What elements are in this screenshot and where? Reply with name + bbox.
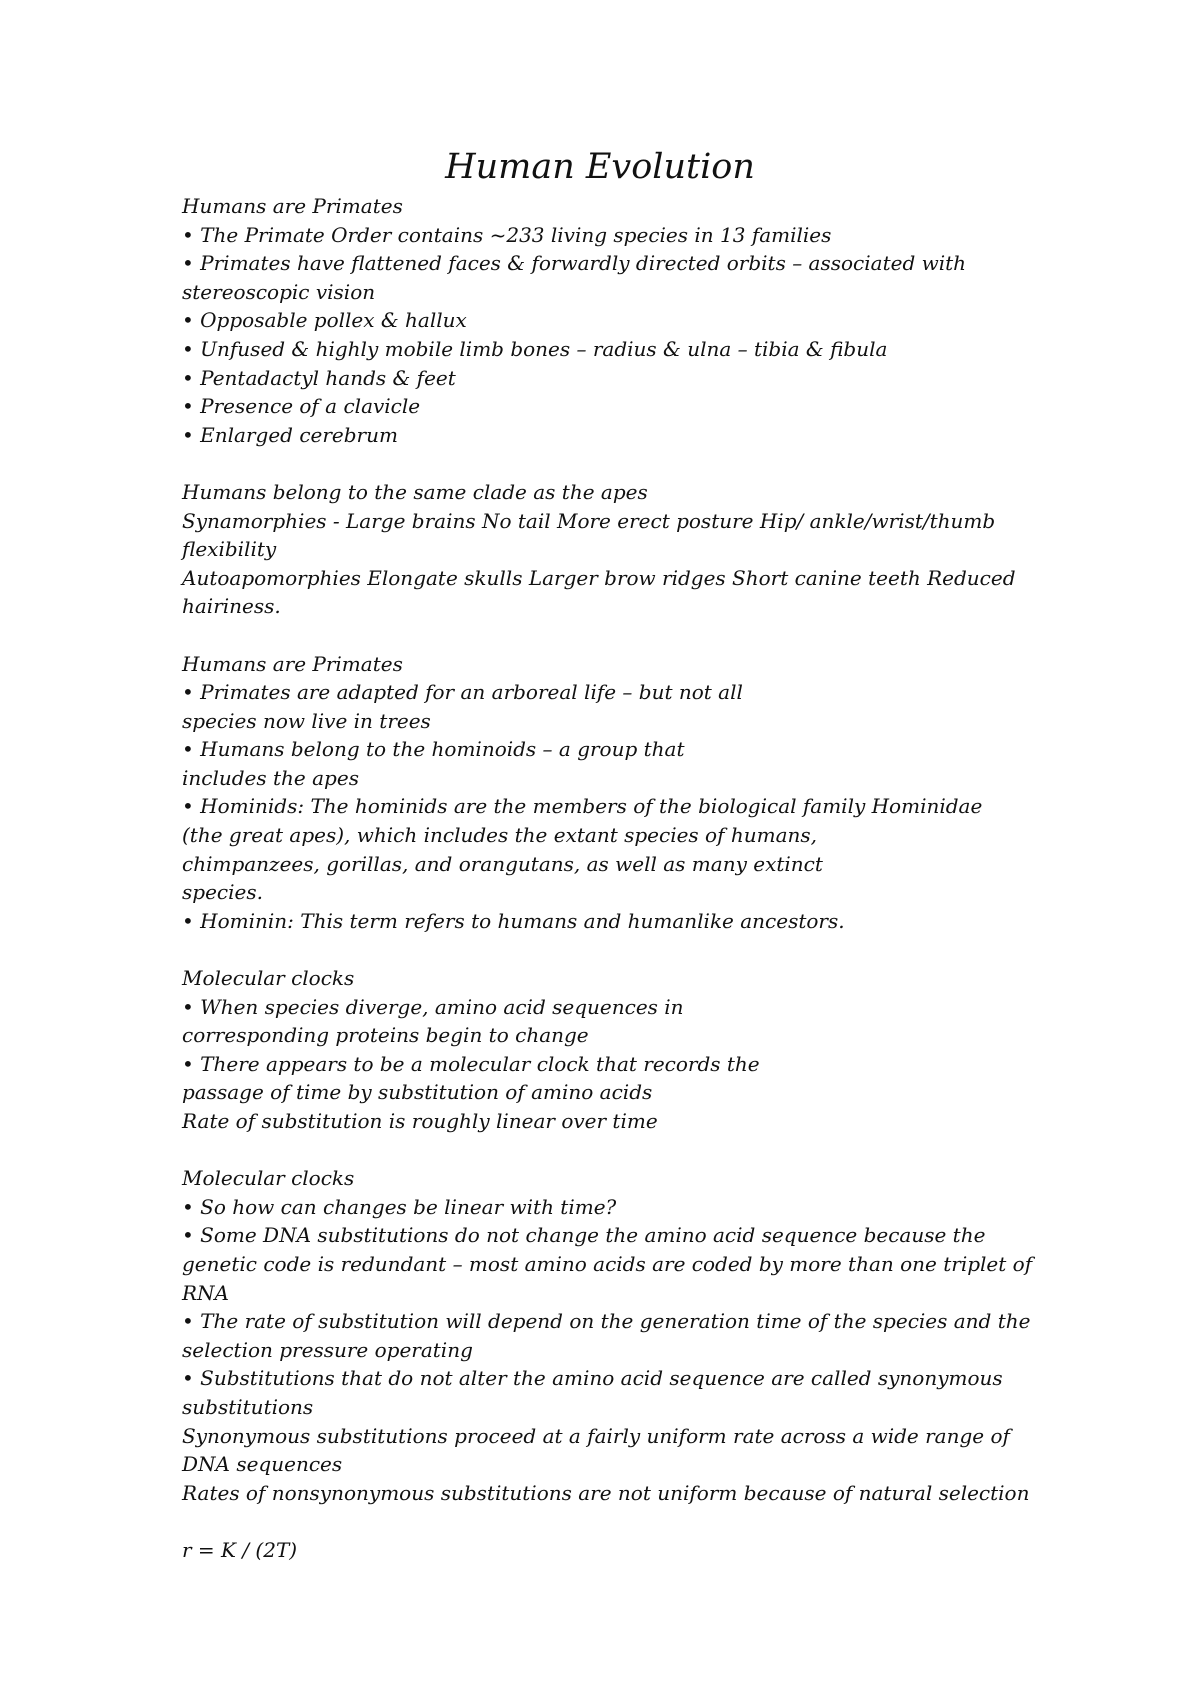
text-line: DNA sequences — [182, 1452, 343, 1477]
text-line: genetic code is redundant – most amino acids are coded by more than one triplet of — [182, 1251, 1033, 1276]
section-heading: Molecular clocks — [182, 966, 355, 991]
section-humans-are-primates — [182, 192, 1062, 449]
text-line: stereoscopic vision — [182, 279, 376, 304]
bullet-line: • Hominids: The hominids are the members of the biological family Hominidae — [182, 794, 983, 819]
text-line: substitutions — [182, 1394, 314, 1419]
section-molecular-clocks — [182, 964, 1062, 1136]
bullet-line: • Humans belong to the hominoids – a group that — [182, 737, 685, 762]
text-line: species now live in trees — [182, 708, 431, 733]
bullet-line: • Some DNA substitutions do not change the amino acid sequence because the — [182, 1223, 986, 1248]
text-line: species. — [182, 880, 263, 905]
paragraph-gap — [182, 621, 1062, 650]
text-line: Synamorphies - Large brains No tail More erect posture Hip/ ankle/wrist/thumb — [182, 508, 996, 533]
text-line: Rate of substitution is roughly linear over time — [182, 1109, 658, 1133]
section-molecular-clocks-2 — [182, 1164, 1062, 1507]
bullet-line: • Substitutions that do not alter the amino acid sequence are called synonymous — [182, 1366, 1003, 1391]
page-title: Human Evolution — [445, 147, 755, 187]
bullet-line: • Opposable pollex & hallux — [182, 308, 467, 333]
paragraph-gap — [182, 449, 1062, 478]
paragraph-gap — [182, 935, 1062, 964]
text-line: Synonymous substitutions proceed at a fairly uniform rate across a wide range of — [182, 1423, 1010, 1448]
text-line: chimpanzees, gorillas, and orangutans, as well as many extinct — [182, 851, 823, 876]
document-body — [182, 192, 1062, 1565]
bullet-line: • There appears to be a molecular clock that records the — [182, 1051, 760, 1076]
text-line: selection pressure operating — [182, 1337, 473, 1362]
text-line: corresponding proteins begin to change — [182, 1023, 589, 1048]
text-line: includes the apes — [182, 765, 359, 790]
text-line: (the great apes), which includes the extant species of humans, — [182, 823, 817, 848]
bullet-line: • Primates have flattened faces & forwardly directed orbits – associated with — [182, 251, 967, 276]
bullet-line: • Hominin: This term refers to humans and humanlike ancestors. — [182, 908, 845, 933]
paragraph-gap — [182, 1136, 1062, 1165]
bullet-line: • So how can changes be linear with time? — [182, 1194, 617, 1219]
bullet-line: • Unfused & highly mobile limb bones – radius & ulna – tibia & fibula — [182, 336, 888, 361]
bullet-line: • Pentadactyl hands & feet — [182, 365, 456, 390]
text-line: flexibility — [182, 537, 277, 562]
section-humans-are-primates-2 — [182, 650, 1062, 936]
bullet-line: • Enlarged cerebrum — [182, 422, 398, 447]
section-heading: Humans are Primates — [182, 651, 403, 676]
section-heading: Humans are Primates — [182, 194, 403, 218]
bullet-line: • Presence of a clavicle — [182, 394, 421, 419]
bullet-line: • The rate of substitution will depend on the generation time of the species and the — [182, 1309, 1031, 1334]
bullet-line: • Primates are adapted for an arboreal life – but not all — [182, 680, 743, 705]
bullet-line: • The Primate Order contains ~233 living species in 13 families — [182, 222, 832, 247]
section-heading: Molecular clocks — [182, 1166, 355, 1191]
text-line: passage of time by substitution of amino acids — [182, 1080, 653, 1105]
section-same-clade-as-apes — [182, 478, 1062, 621]
text-line: Rates of nonsynonymous substitutions are not uniform because of natural selection — [182, 1480, 1030, 1505]
text-line: RNA — [182, 1280, 230, 1305]
formula: r = K / (2T) — [182, 1537, 298, 1562]
text-line: hairiness. — [182, 594, 281, 619]
text-line: Autoapomorphies Elongate skulls Larger brow ridges Short canine teeth Reduced — [182, 565, 1016, 590]
bullet-line: • When species diverge, amino acid sequences in — [182, 994, 684, 1019]
section-heading: Humans belong to the same clade as the apes — [182, 479, 648, 504]
